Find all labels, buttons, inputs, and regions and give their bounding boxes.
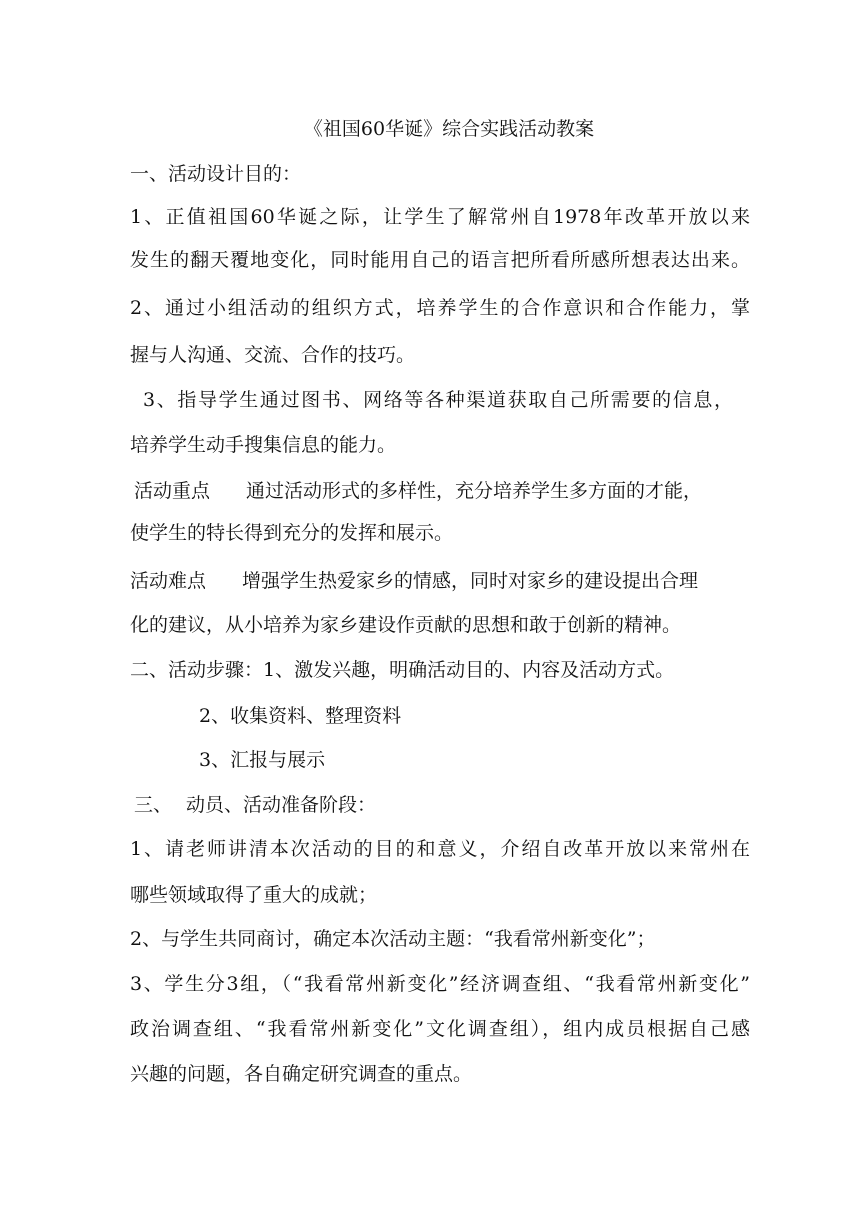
section3-item3-line1: 3、学生分3组，（“我看常州新变化”经济调查组、“我看常州新变化”	[130, 973, 750, 995]
section3-heading: 动员、活动准备阶段：	[186, 794, 377, 816]
section3-number: 三、	[134, 794, 173, 816]
section2-step2: 2、收集资料、整理资料	[199, 705, 402, 727]
section2-line1	[130, 656, 750, 684]
key-point-text: 通过活动形式的多样性，充分培养学生多方面的才能，	[246, 480, 703, 502]
section3-item2: 2、与学生共同商讨，确定本次活动主题：“我看常州新变化”；	[130, 928, 656, 950]
key-point-line2: 使学生的特长得到充分的发挥和展示。	[130, 522, 454, 544]
section2-step1: 1、激发兴趣，明确活动目的、内容及活动方式。	[263, 659, 675, 681]
section1-heading: 一、活动设计目的：	[130, 163, 302, 185]
section2-heading: 二、活动步骤：	[130, 659, 264, 681]
difficult-point-label: 活动难点	[130, 570, 207, 592]
section1-item2-line2: 握与人沟通、交流、合作的技巧。	[130, 344, 416, 366]
key-point-label: 活动重点	[134, 480, 211, 502]
section1-item3-line1: 3、指导学生通过图书、网络等各种渠道获取自己所需要的信息，	[143, 389, 733, 411]
section3-heading-line	[134, 791, 754, 819]
section1-item1-line1: 1、正值祖国60华诞之际，让学生了解常州自1978年改革开放以来	[130, 206, 750, 228]
section1-item2-line1: 2、通过小组活动的组织方式，培养学生的合作意识和合作能力，掌	[130, 297, 750, 319]
difficult-point-line1	[130, 567, 750, 595]
section3-item3-line2: 政治调查组、“我看常州新变化”文化调查组），组内成员根据自己感	[130, 1018, 750, 1040]
section3-item3-line3: 兴趣的问题，各自确定研究调查的重点。	[130, 1063, 473, 1085]
section2-step3: 3、汇报与展示	[199, 749, 326, 771]
document-title: 《祖国60华诞》综合实践活动教案	[303, 118, 595, 140]
section3-item1-line1: 1、请老师讲清本次活动的目的和意义，介绍自改革开放以来常州在	[130, 838, 750, 860]
section1-item1-line2: 发生的翻天覆地变化，同时能用自己的语言把所看所感所想表达出来。	[130, 249, 750, 271]
section1-item3-line2: 培养学生动手搜集信息的能力。	[130, 434, 397, 456]
section3-item1-line2: 哪些领域取得了重大的成就；	[130, 884, 378, 906]
difficult-point-text: 增强学生热爱家乡的情感，同时对家乡的建设提出合理	[242, 570, 699, 592]
key-point-line1	[134, 477, 754, 505]
difficult-point-line2: 化的建议，从小培养为家乡建设作贡献的思想和敢于创新的精神。	[130, 614, 682, 636]
